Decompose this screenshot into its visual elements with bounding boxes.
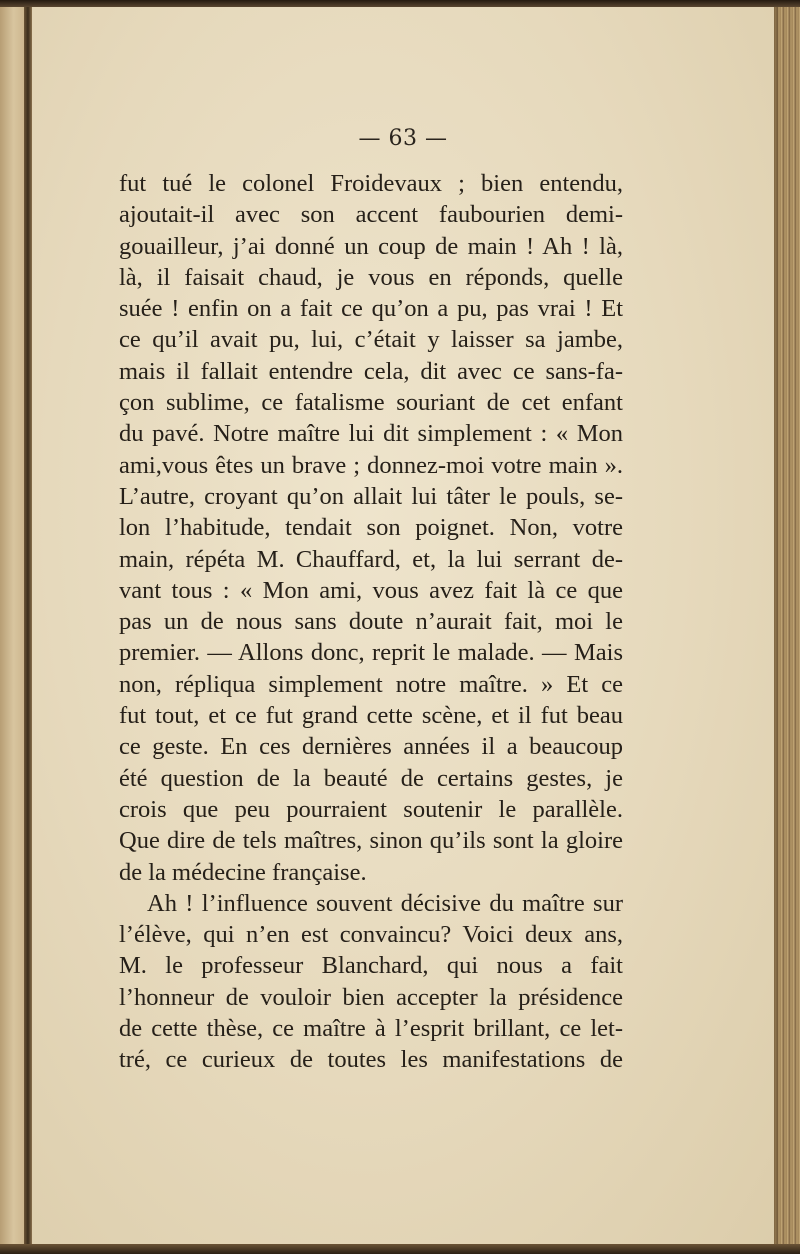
top-page-edge [0, 0, 800, 7]
text-line: Que dire de tels maîtres, sinon qu’ils sont la gloire [119, 827, 623, 855]
text-line: l’honneur de vouloir bien accepter la présidence [119, 983, 623, 1011]
text-line: l’élève, qui n’en est convaincu? Voici deux ans, [119, 921, 623, 949]
text-line: non, répliqua simplement notre maître. » Et ce [119, 670, 623, 698]
text-line: crois que peu pourraient soutenir le parallèle. [119, 795, 623, 823]
text-line: fut tué le colonel Froidevaux ; bien entendu, [119, 170, 623, 197]
right-page-edges [774, 7, 800, 1244]
text-line: main, répéta M. Chauffard, et, la lui serrant de- [119, 545, 623, 573]
binding-gutter [24, 7, 32, 1244]
text-line: vant tous : « Mon ami, vous avez fait là ce que [119, 576, 623, 604]
text-line: premier. — Allons donc, reprit le malade. — Mais [119, 639, 623, 667]
text-line: Ah ! l’influence souvent décisive du maître sur [147, 889, 623, 917]
text-line: ami,vous êtes un brave ; donnez-moi votre main ». [119, 451, 623, 479]
bottom-page-edge [0, 1244, 800, 1254]
text-line: là, il faisait chaud, je vous en réponds, quelle [119, 263, 623, 291]
text-line: pas un de nous sans doute n’aurait fait, moi le [119, 608, 623, 636]
page-number-header: — 63 — [358, 126, 448, 151]
text-line: mais il fallait entendre cela, dit avec ce sans-fa- [119, 357, 623, 385]
text-line: de cette thèse, ce maître à l’esprit brillant, ce let- [119, 1015, 623, 1043]
text-line: çon sublime, ce fatalisme souriant de cet enfant [119, 389, 623, 417]
text-line: L’autre, croyant qu’on allait lui tâter le pouls, se- [119, 482, 623, 510]
text-line: tré, ce curieux de toutes les manifestations de [119, 1046, 623, 1074]
text-line: gouailleur, j’ai donné un coup de main ! Ah ! là, [119, 232, 623, 260]
text-line: été question de la beauté de certains gestes, je [119, 764, 623, 792]
text-line: fut tout, et ce fut grand cette scène, et il fut beau [119, 702, 623, 730]
text-line: M. le professeur Blanchard, qui nous a fait [119, 952, 623, 980]
text-line: ce qu’il avait pu, lui, c’était y laisser sa jambe, [119, 326, 623, 354]
text-line: ce geste. En ces dernières années il a beaucoup [119, 733, 623, 761]
text-line: lon l’habitude, tendait son poignet. Non, votre [119, 514, 623, 542]
text-line: ajoutait-il avec son accent faubourien demi- [119, 201, 623, 229]
text-line: suée ! enfin on a fait ce qu’on a pu, pas vrai ! Et [119, 295, 623, 323]
text-line: du pavé. Notre maître lui dit simplement : « Mon [119, 420, 623, 448]
text-line: de la médecine française. [119, 858, 367, 886]
body-text [119, 168, 623, 1076]
